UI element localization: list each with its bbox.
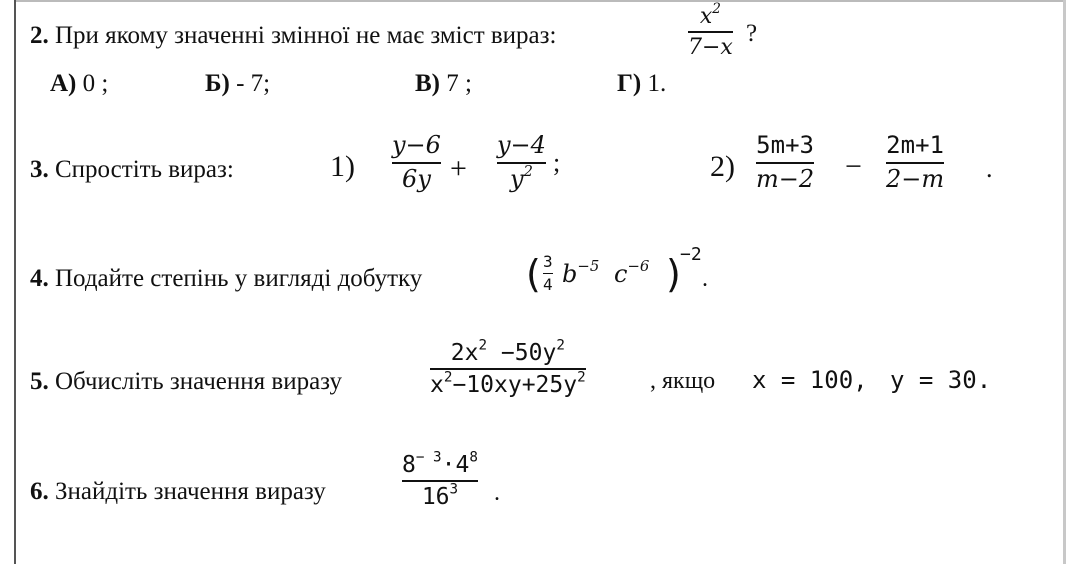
question-3	[30, 156, 234, 184]
option-d[interactable]: Г) 1.	[617, 70, 667, 97]
q2-fraction	[688, 0, 733, 61]
question-text: Подайте степінь у вигляді добутку	[55, 265, 423, 292]
question-text: Спростіть вираз:	[55, 156, 234, 183]
question-number: 5.	[30, 368, 49, 395]
fraction-bar	[688, 31, 733, 33]
fraction-denominator: $y^2$	[509, 161, 533, 193]
fraction-denominator: $x^2-10xy+25y^2$	[430, 369, 586, 399]
period: .	[986, 154, 993, 183]
period: .	[494, 480, 500, 506]
fraction-bar	[392, 162, 441, 164]
fraction-numerator: 2m+1	[886, 131, 944, 159]
part-1-label: 1)	[330, 150, 355, 183]
fraction-denominator: 2−m	[886, 164, 945, 193]
fraction-numerator: 5m+3	[756, 131, 814, 159]
coefficient-fraction	[543, 253, 553, 295]
y-condition: y = 30.	[890, 366, 992, 394]
period: .	[702, 266, 708, 292]
fraction-denominator: $16^3$	[421, 481, 459, 511]
variable-b: $b^{-5}$	[562, 256, 600, 288]
question-2	[30, 22, 556, 50]
outer-exponent: −2	[680, 244, 702, 265]
p1-fraction-2	[497, 132, 546, 193]
x-condition: x = 100,	[752, 366, 868, 394]
semicolon: ;	[553, 148, 561, 177]
page-right-border	[1063, 0, 1066, 564]
fraction-bar	[543, 273, 553, 274]
question-number: 4.	[30, 265, 49, 292]
p2-fraction-1	[756, 132, 814, 193]
page-left-border	[14, 0, 16, 564]
fraction-numerator: y−6	[392, 131, 441, 159]
fraction-denominator: m−2	[756, 164, 815, 193]
fraction-numerator: $x^2$	[699, 0, 721, 29]
option-b[interactable]: Б) - 7;	[205, 70, 271, 97]
option-c[interactable]: В) 7 ;	[415, 70, 472, 97]
question-5	[30, 368, 342, 396]
fraction-denominator: 4	[543, 275, 553, 295]
question-number: 3.	[30, 156, 49, 183]
fraction-bar	[756, 162, 814, 164]
page-top-edge	[14, 0, 1064, 2]
question-number: 2.	[30, 22, 49, 49]
minus-sign: −	[845, 150, 862, 183]
left-paren: (	[526, 252, 541, 296]
p1-fraction-1	[392, 132, 441, 193]
condition-word: , якщо	[650, 368, 716, 394]
fraction-numerator: 3	[543, 252, 553, 271]
question-number: 6.	[30, 478, 49, 505]
fraction-bar	[497, 162, 546, 164]
fraction-bar	[886, 162, 944, 164]
question-text: Обчисліть значення виразу	[55, 368, 343, 395]
fraction-bar	[430, 368, 586, 370]
fraction-numerator: y−4	[497, 131, 546, 159]
question-mark: ?	[746, 20, 758, 47]
fraction-bar	[402, 480, 478, 482]
question-text: Знайдіть значення виразу	[55, 478, 326, 505]
p2-fraction-2	[886, 132, 944, 193]
fraction-denominator: 6y	[402, 164, 431, 193]
plus-sign: +	[450, 152, 467, 185]
right-paren: )	[666, 252, 681, 296]
question-6	[30, 478, 326, 506]
fraction-denominator: 7−x	[688, 35, 733, 61]
q6-fraction	[402, 449, 478, 511]
question-4	[30, 265, 422, 293]
variable-c: $c^{-6}$	[614, 256, 650, 288]
option-a[interactable]: А) 0 ;	[50, 70, 109, 97]
q5-fraction	[430, 337, 586, 399]
fraction-numerator: $2x^2 -50y^2$	[450, 337, 565, 366]
fraction-numerator: $8^{- 3}\cdot 4^8$	[402, 449, 478, 478]
question-text: При якому значенні змінної не має зміст вираз:	[55, 22, 557, 49]
part-2-label: 2)	[710, 150, 735, 183]
